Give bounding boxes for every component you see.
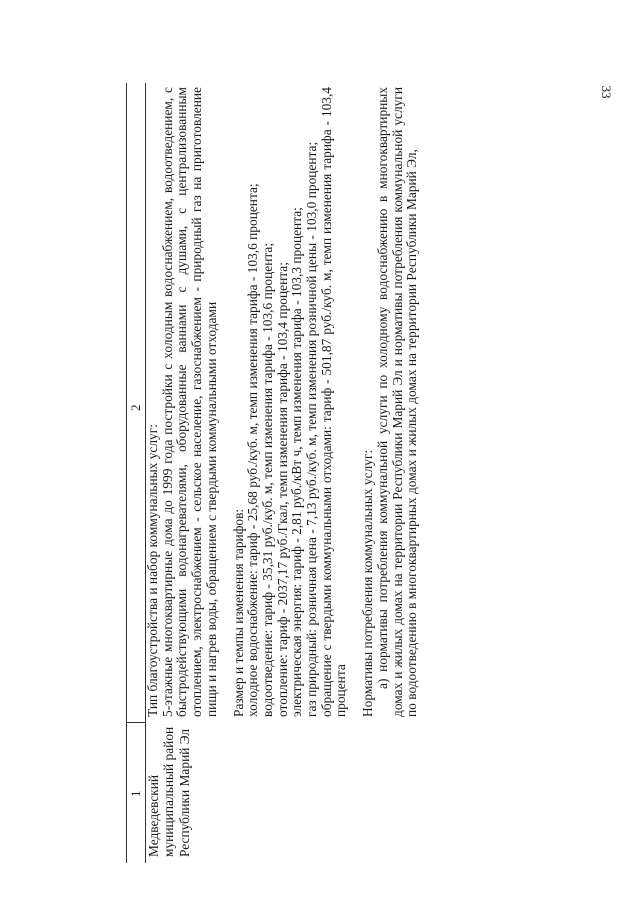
header-col-2: 2 — [128, 404, 143, 411]
tariff-cold-water: холодное водоснабжение: тариф - 25,68 руб./куб. м, темп изменения тарифа - 103,6 процента; — [245, 183, 261, 717]
block3-text: а) нормативы потребления коммунальной услуги по холодному водоснабжению в многоквартирных домах и жилых домах на территории Республики Марий Эл и нормативы потребления коммунальной услуги по водоотведению в многоквартирных домах и жилых домах на территории Республики Марий Эл, — [374, 87, 420, 717]
tariff-wastewater: водоотведение: тариф - 35,31 руб./куб. м, темп изменения тарифа - 103,6 процента; — [259, 242, 275, 717]
column-divider — [127, 722, 145, 723]
tariff-waste: обращение с твердыми коммунальными отходами: тариф - 501,87 руб./куб. м, темп изменения тарифа - 103,4 процента — [318, 87, 349, 717]
block2-title: Размер и темпы изменения тарифов: — [230, 508, 246, 717]
tariff-heating: отопление: тариф - 2037,17 руб./Гкал, темп изменения тарифа - 103,4 процента; — [274, 262, 290, 717]
block1-title: Тип благоустройства и набор коммунальных услуг: — [145, 424, 160, 717]
block1-text: 5-этажные многоквартирные дома до 1999 года постройки с холодным водоснабжением, водоотведением, с быстродействующими водонагревателями, оборудованные ваннами с душами, с централизованным отоплением, электроснабжением - сельское население, газоснабжением - природный газ на приготовление пищи и нагрев воды, обращением с твердыми коммунальными отходами — [159, 87, 219, 717]
table-content — [146, 87, 420, 717]
header-col-1: 1 — [128, 790, 143, 797]
district-name: Медведевский муниципальный район Республики Марий Эл — [146, 726, 192, 857]
tariff-electricity: электрическая энергия: тариф - 2,81 руб./кВт ч, темп изменения тарифа - 103,3 процента; — [289, 207, 305, 717]
tariff-gas: газ природный: розничная цена - 7,13 руб./куб. м, темп изменения розничной цены - 103,0 процента; — [304, 141, 320, 717]
table-header — [126, 83, 146, 863]
rotated-table — [126, 83, 576, 863]
block3-title: Нормативы потребления коммунальных услуг: — [360, 449, 376, 717]
page-number: 33 — [599, 85, 614, 99]
